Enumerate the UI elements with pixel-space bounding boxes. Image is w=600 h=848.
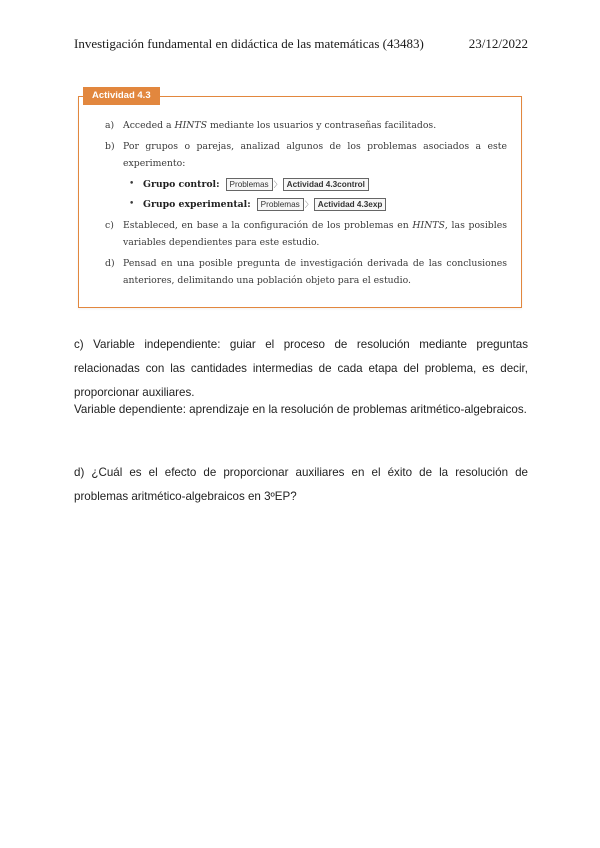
activity-tab: Actividad 4.3 bbox=[83, 87, 160, 105]
group-experimental bbox=[129, 196, 507, 213]
answer-dependent-variable: Variable dependiente: aprendizaje en la resolución de problemas aritmético-algebraicos. bbox=[74, 403, 527, 416]
crumb-activity: Actividad 4.3exp bbox=[314, 198, 387, 211]
activity-item-d bbox=[105, 255, 507, 289]
group-control bbox=[129, 176, 507, 193]
activity-item-b bbox=[105, 138, 507, 172]
item-label: b) bbox=[105, 141, 115, 152]
item-text: Por grupos o parejas, analizad algunos de los problemas asociados a este experimento: bbox=[123, 141, 507, 169]
activity-item-a bbox=[105, 117, 507, 134]
item-label: a) bbox=[105, 120, 115, 131]
group-label: Grupo experimental: bbox=[143, 199, 251, 210]
item-text-part: Estableced, en base a la configuración de los problemas en bbox=[123, 220, 413, 231]
chevron-right-icon: 〉 bbox=[273, 180, 282, 189]
item-text-part: , las posibles variables dependientes para este estudio. bbox=[123, 220, 507, 248]
breadcrumb bbox=[257, 196, 387, 213]
activity-item-c bbox=[105, 217, 507, 251]
item-text bbox=[123, 117, 507, 134]
item-text bbox=[123, 217, 507, 251]
course-title: Investigación fundamental en didáctica de las matemáticas (43483) bbox=[74, 36, 424, 51]
bullet-icon: • bbox=[129, 199, 135, 209]
breadcrumb bbox=[226, 176, 369, 193]
header-date: 23/12/2022 bbox=[468, 36, 528, 51]
group-list bbox=[129, 176, 507, 213]
answer-c: c) Variable independiente: guiar el proceso de resolución mediante preguntas relacionadas con las cantidades intermedias de cada etapa del problema, es decir, proporcionar auxiliares. bbox=[74, 338, 528, 399]
bullet-icon: • bbox=[129, 179, 135, 189]
activity-list bbox=[105, 117, 507, 293]
crumb-problems: Problemas bbox=[226, 178, 273, 191]
crumb-activity: Actividad 4.3control bbox=[283, 178, 369, 191]
crumb-problems: Problemas bbox=[257, 198, 304, 211]
answer-d: d) ¿Cuál es el efecto de proporcionar auxiliares en el éxito de la resolución de problemas aritmético-algebraicos en 3ºEP? bbox=[74, 466, 528, 503]
page-header bbox=[74, 36, 528, 52]
group-label: Grupo control: bbox=[143, 179, 220, 190]
activity-box bbox=[78, 90, 522, 308]
chevron-right-icon: 〉 bbox=[304, 200, 313, 209]
item-label: c) bbox=[105, 220, 114, 231]
hints-emphasis: HINTS bbox=[174, 120, 207, 131]
item-text-part: mediante los usuarios y contraseñas facilitados. bbox=[207, 120, 437, 131]
item-label: d) bbox=[105, 258, 115, 269]
item-text-part: Acceded a bbox=[123, 120, 175, 131]
item-text: Pensad en una posible pregunta de investigación derivada de las conclusiones anteriores, delimitando una población objeto para el estudio. bbox=[123, 258, 507, 286]
hints-emphasis: HINTS bbox=[412, 220, 445, 231]
